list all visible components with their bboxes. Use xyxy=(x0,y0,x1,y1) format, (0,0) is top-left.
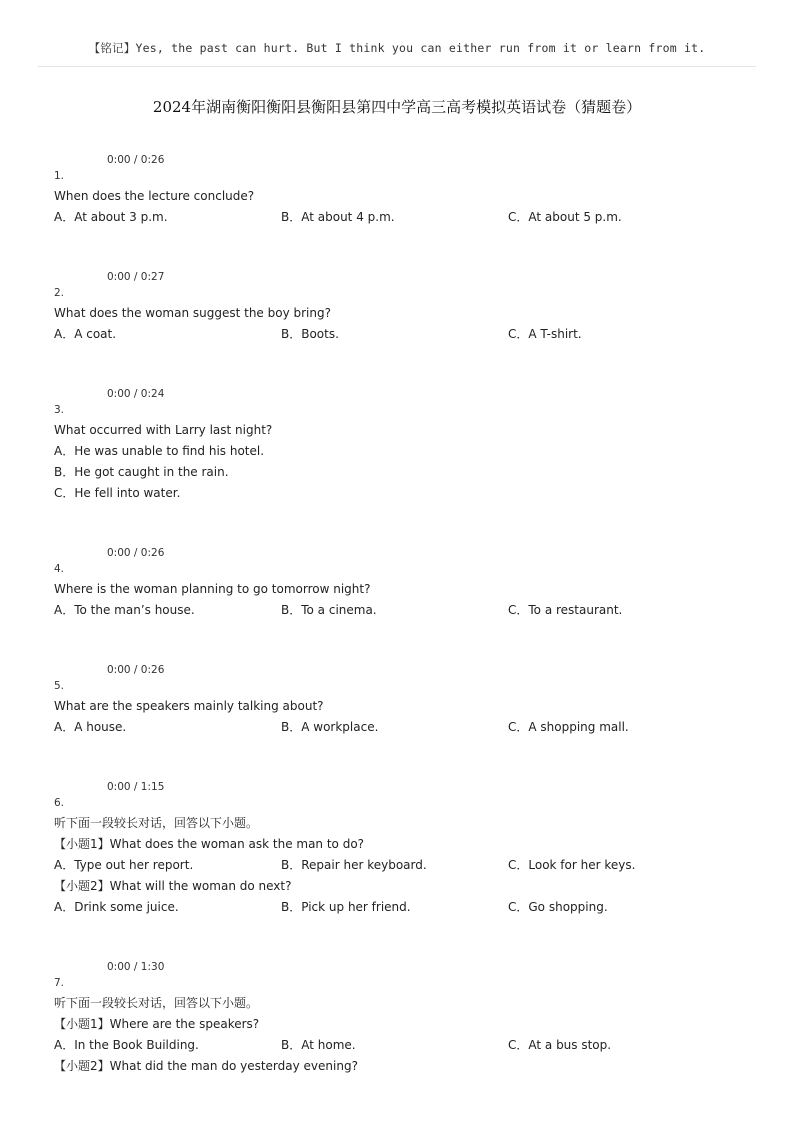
question-intro: 听下面一段较长对话，回答以下小题。 xyxy=(54,816,259,830)
option-c: C．A shopping mall. xyxy=(508,720,629,734)
question-number: 3. xyxy=(54,404,65,416)
option-c: C．Look for her keys. xyxy=(508,858,636,872)
audio-player-time[interactable]: 0:00 / 0:27 xyxy=(107,271,165,283)
sub-question-stem: 【小题1】What does the woman ask the man to do? xyxy=(54,837,365,851)
option-a: A．A coat. xyxy=(54,327,117,341)
question-intro: 听下面一段较长对话，回答以下小题。 xyxy=(54,996,259,1010)
option-b: B．He got caught in the rain. xyxy=(54,465,229,479)
sub-question-stem: 【小题2】What did the man do yesterday evening? xyxy=(54,1059,358,1073)
page-title: 2024年湖南衡阳衡阳县衡阳县第四中学高三高考模拟英语试卷（猜题卷） xyxy=(152,98,642,116)
option-a: A．In the Book Building. xyxy=(54,1038,199,1052)
question-stem: When does the lecture conclude? xyxy=(54,189,255,203)
audio-player-time[interactable]: 0:00 / 0:26 xyxy=(107,547,165,559)
option-a: A．At about 3 p.m. xyxy=(54,210,168,224)
option-c: C．Go shopping. xyxy=(508,900,608,914)
option-b: B．At home. xyxy=(281,1038,356,1052)
question-number: 5. xyxy=(54,680,65,692)
question-number: 4. xyxy=(54,563,65,575)
option-a: A．Type out her report. xyxy=(54,858,194,872)
question-number: 1. xyxy=(54,170,65,182)
question-stem: What occurred with Larry last night? xyxy=(54,423,273,437)
question-number: 6. xyxy=(54,797,65,809)
audio-player-time[interactable]: 0:00 / 0:24 xyxy=(107,388,165,400)
option-c: C．At a bus stop. xyxy=(508,1038,612,1052)
question-stem: Where is the woman planning to go tomorrow night? xyxy=(54,582,371,596)
option-c: C．A T-shirt. xyxy=(508,327,582,341)
option-c: C．At about 5 p.m. xyxy=(508,210,622,224)
option-c: C．He fell into water. xyxy=(54,486,181,500)
audio-player-time[interactable]: 0:00 / 0:26 xyxy=(107,154,165,166)
option-b: B．Pick up her friend. xyxy=(281,900,411,914)
motto-header: 【铭记】Yes, the past can hurt. But I think you can either run from it or learn from it. xyxy=(88,41,706,55)
header-divider xyxy=(38,66,756,67)
option-b: B．A workplace. xyxy=(281,720,379,734)
option-a: A．A house. xyxy=(54,720,127,734)
sub-question-stem: 【小题2】What will the woman do next? xyxy=(54,879,292,893)
question-stem: What does the woman suggest the boy bring? xyxy=(54,306,331,320)
audio-player-time[interactable]: 0:00 / 1:30 xyxy=(107,961,165,973)
option-a: A．Drink some juice. xyxy=(54,900,179,914)
option-c: C．To a restaurant. xyxy=(508,603,623,617)
question-number: 2. xyxy=(54,287,65,299)
option-b: B．Repair her keyboard. xyxy=(281,858,427,872)
option-b: B．To a cinema. xyxy=(281,603,377,617)
question-stem: What are the speakers mainly talking about? xyxy=(54,699,324,713)
sub-question-stem: 【小题1】Where are the speakers? xyxy=(54,1017,260,1031)
option-b: B．Boots. xyxy=(281,327,339,341)
option-a: A．He was unable to find his hotel. xyxy=(54,444,265,458)
question-number: 7. xyxy=(54,977,65,989)
option-b: B．At about 4 p.m. xyxy=(281,210,395,224)
audio-player-time[interactable]: 0:00 / 1:15 xyxy=(107,781,165,793)
option-a: A．To the man’s house. xyxy=(54,603,195,617)
audio-player-time[interactable]: 0:00 / 0:26 xyxy=(107,664,165,676)
